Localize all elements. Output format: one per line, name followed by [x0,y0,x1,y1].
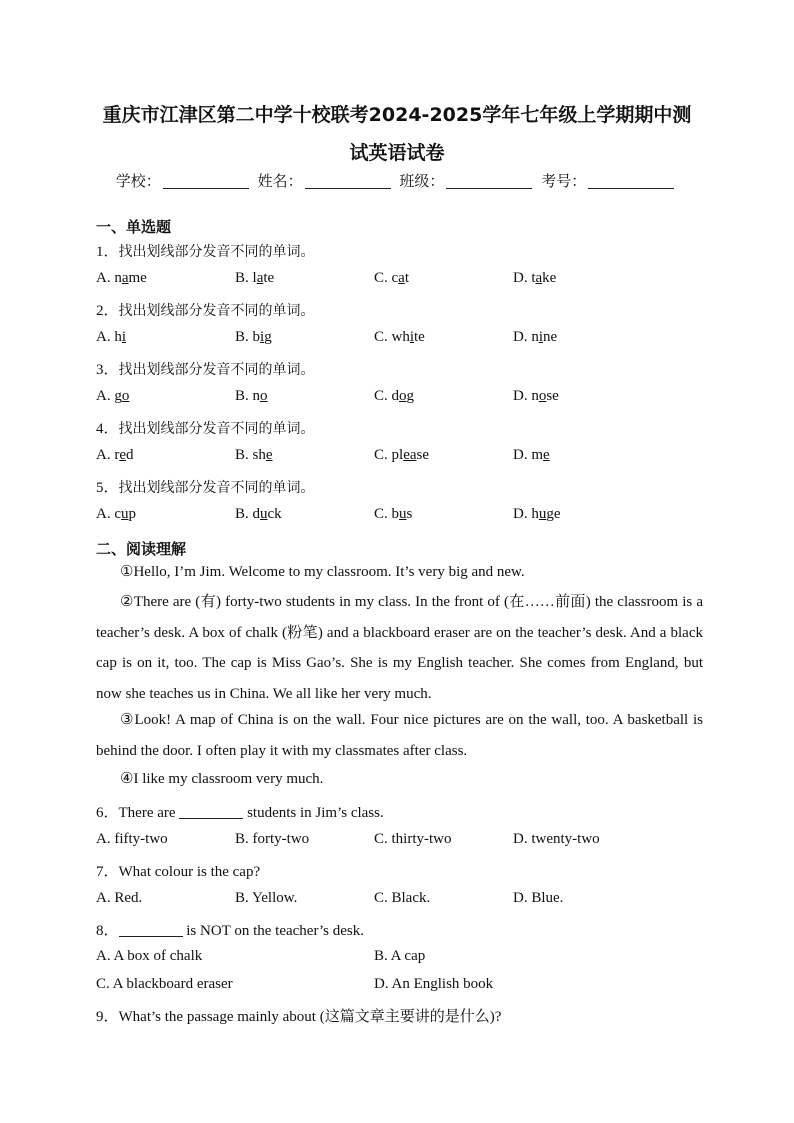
exam-number-blank[interactable] [588,172,674,189]
option-text: me [128,270,147,286]
question-7: 7．What colour is the cap? [96,864,261,880]
option-text: A. c [96,506,121,522]
question-prompt: 找出划线部分发音不同的单词。 [118,362,315,378]
option-text: B. b [235,329,261,345]
option-text: se [546,388,559,404]
question-number: 8． [96,923,119,939]
option-text: D. m [513,447,543,463]
passage-paragraph-4: ④I like my classroom very much. [120,771,324,787]
option-text: s [406,506,413,522]
q8-option-b[interactable]: B. A cap [374,948,426,964]
exam-title-line2: 试英语试卷 [349,142,445,164]
answer-blank[interactable] [119,922,183,937]
option-text: A. r [96,447,120,463]
q6-option-a[interactable]: A. fifty-two [96,831,168,847]
q4-option-b[interactable] [235,447,273,464]
underlined-letters: e [119,447,126,463]
underlined-letters: i [121,329,127,345]
question-4 [96,417,315,438]
q4-option-d[interactable] [513,447,550,464]
class-label: 班级： [399,172,445,190]
underlined-letters: i [409,329,415,345]
question-3 [96,358,315,379]
q7-option-c[interactable]: C. Black. [374,890,431,906]
question-prompt: 找出划线部分发音不同的单词。 [118,244,315,260]
q2-option-d[interactable] [513,329,557,346]
q1-option-b[interactable] [235,270,274,287]
class-blank[interactable] [446,172,532,189]
underlined-letters: e [543,447,550,463]
q1-option-c[interactable] [374,270,409,287]
question-8: 8． is NOT on the teacher’s desk. [96,923,365,939]
option-text: A. g [96,388,122,404]
question-number: 4． [96,421,119,437]
question-number: 1． [96,244,119,260]
question-number: 7． [96,864,119,880]
q5-option-d[interactable] [513,506,561,523]
q2-option-c[interactable] [374,329,425,346]
option-text: d [126,447,134,463]
option-text: t [404,270,410,286]
option-text: te [263,270,275,286]
option-text: C. b [374,506,400,522]
option-text: D. n [513,329,539,345]
underlined-letters: i [260,329,265,345]
school-label: 学校： [115,172,161,190]
option-text: B. l [235,270,257,286]
underlined-letters: u [260,506,268,522]
section-heading-reading: 二、阅读理解 [96,540,187,558]
option-text: te [414,329,425,345]
q6-option-b[interactable]: B. forty-two [235,831,310,847]
question-number: 9． [96,1009,119,1025]
underlined-letters: o [538,388,547,404]
q5-option-b[interactable] [235,506,282,523]
question-5 [96,476,315,497]
q3-option-a[interactable] [96,388,129,405]
underlined-letters: o [121,388,130,404]
option-text: A. n [96,270,122,286]
underlined-letters: e [265,447,273,463]
underlined-letters: u [538,506,547,522]
option-text: C. d [374,388,400,404]
underlined-letters: a [398,270,405,286]
passage-paragraph-3: ③Look! A map of China is on the wall. Four nice pictures are on the wall, too. A basketball is behind the door. I often play it with my classmates after class. [96,712,703,759]
option-text: C. c [374,270,399,286]
question-9: 9．What’s the passage mainly about (这篇文章主要讲的是什么)? [96,1009,502,1025]
q2-option-a[interactable] [96,329,126,346]
question-prompt: 找出划线部分发音不同的单词。 [118,480,315,496]
q3-option-d[interactable] [513,388,559,405]
name-blank[interactable] [305,172,391,189]
underlined-letters: i [538,329,544,345]
q5-option-a[interactable] [96,506,136,523]
question-number: 6． [96,805,119,821]
underlined-letters: u [399,506,407,522]
question-number: 2． [96,303,119,319]
q3-option-b[interactable] [235,388,268,405]
option-text: C. pl [374,447,404,463]
student-info-row [0,170,794,191]
answer-blank[interactable] [179,804,243,819]
q6-option-c[interactable]: C. thirty-two [374,831,452,847]
q7-option-a[interactable]: A. Red. [96,890,143,906]
option-text: p [128,506,136,522]
exam-number-label: 考号： [541,172,587,190]
q7-option-d[interactable]: D. Blue. [513,890,564,906]
option-text: B. sh [235,447,266,463]
underlined-letters: a [121,270,129,286]
question-number: 3． [96,362,119,378]
option-text: B. n [235,388,261,404]
option-text: ge [546,506,561,522]
q8-option-a[interactable]: A. A box of chalk [96,948,203,964]
option-text: C. wh [374,329,410,345]
option-text: D. t [513,270,536,286]
question-1 [96,240,315,261]
q7-option-b[interactable]: B. Yellow. [235,890,298,906]
school-blank[interactable] [163,172,249,189]
option-text: ck [267,506,282,522]
q4-option-a[interactable] [96,447,134,464]
option-text: D. h [513,506,539,522]
passage-paragraph-1: ①Hello, I’m Jim. Welcome to my classroom. It’s very big and new. [120,564,525,580]
q3-option-c[interactable] [374,388,414,405]
section-heading-single-choice: 一、单选题 [96,218,172,236]
option-text: g [264,329,272,345]
passage-paragraph-2: ②There are (有) forty-two students in my class. In the front of (在……前面) the classroom is a teacher’s desk. A box of chalk (粉笔) and a blackboard eraser are on the teacher’s desk. And a black cap is on it, too. The cap is Miss Gao’s. She is my English teacher. She comes from England, but now she teaches us in China. We all like her very much. [96,594,703,702]
underlined-letters: u [121,506,129,522]
underlined-letters: ea [403,447,417,463]
option-text: B. d [235,506,261,522]
name-label: 姓名： [257,172,303,190]
q5-option-c[interactable] [374,506,412,523]
q8-option-c[interactable]: C. A blackboard eraser [96,976,233,992]
q8-option-d[interactable]: D. An English book [374,976,494,992]
question-6: 6．There are students in Jim’s class. [96,805,384,821]
underlined-letters: o [399,388,407,404]
q6-option-d[interactable]: D. twenty-two [513,831,600,847]
option-text: ne [543,329,558,345]
q2-option-b[interactable] [235,329,272,346]
question-prompt: 找出划线部分发音不同的单词。 [118,421,315,437]
q4-option-c[interactable] [374,447,429,464]
question-prompt: 找出划线部分发音不同的单词。 [118,303,315,319]
option-text: D. n [513,388,539,404]
underlined-letters: o [260,388,268,404]
q1-option-d[interactable] [513,270,556,287]
question-2 [96,299,315,320]
underlined-letters: a [256,270,264,286]
underlined-letters: a [535,270,543,286]
question-number: 5． [96,480,119,496]
q1-option-a[interactable] [96,270,147,287]
option-text: A. h [96,329,122,345]
exam-title-line1: 重庆市江津区第二中学十校联考2024-2025学年七年级上学期期中测 [102,104,692,126]
option-text: ke [542,270,557,286]
option-text: se [416,447,430,463]
option-text: g [406,388,415,404]
